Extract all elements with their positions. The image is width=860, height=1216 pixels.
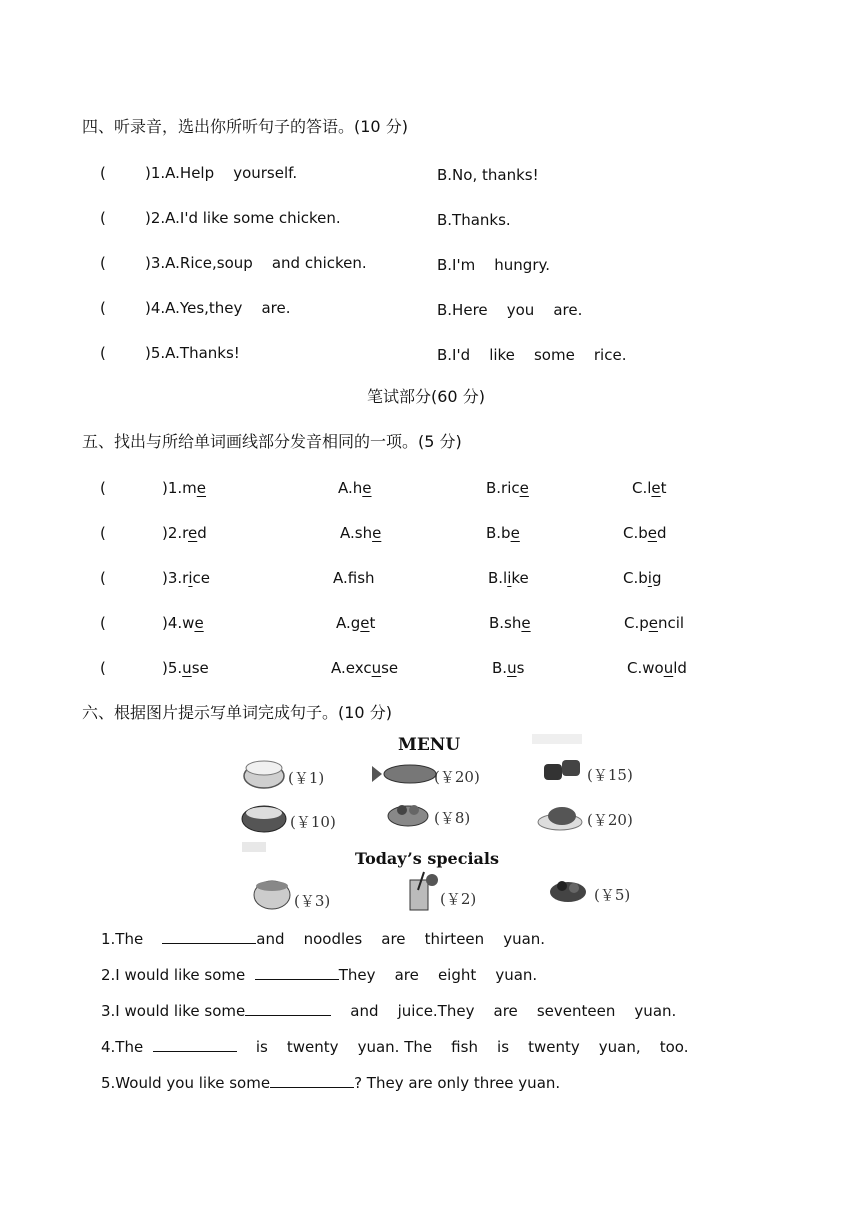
menu-picture <box>232 730 652 920</box>
specials-title: Today’s specials <box>355 849 499 868</box>
fish-icon <box>372 765 436 783</box>
answer-paren[interactable]: ( <box>100 209 106 227</box>
option-c: C.pencil <box>624 614 685 632</box>
price-label: (￥1) <box>288 769 325 787</box>
sentence-2: 2.I would like some They are eight yuan. <box>101 966 538 984</box>
menu-title: MENU <box>398 735 461 755</box>
answer-paren[interactable]: ( <box>100 569 106 587</box>
section-6-title: 六、根据图片提示写单词完成句子。(10 分) <box>82 703 392 722</box>
option-a: A.he <box>338 479 372 497</box>
option-b: B.rice <box>486 479 529 497</box>
price-label: (￥15) <box>587 766 633 784</box>
option-b: B.Thanks. <box>437 211 511 229</box>
blank-field[interactable] <box>270 1073 354 1088</box>
option-c: C.bed <box>623 524 667 542</box>
section-5-title: 五、找出与所给单词画线部分发音相同的一项。(5 分) <box>82 432 462 451</box>
vegetables-icon <box>388 805 428 826</box>
answer-paren[interactable]: ( <box>100 344 106 362</box>
option-a: )1.A.Help yourself. <box>145 164 298 182</box>
option-b: B.be <box>486 524 520 542</box>
option-a: A.get <box>336 614 376 632</box>
price-label: (￥10) <box>290 813 336 831</box>
sentence-4: 4.The is twenty yuan. The fish is twenty yuan, too. <box>101 1038 689 1056</box>
option-a: )2.A.I'd like some chicken. <box>145 209 341 227</box>
option-b: B.I'm hungry. <box>437 256 551 274</box>
option-a: )3.A.Rice,soup and chicken. <box>145 254 367 272</box>
price-label: (￥5) <box>594 886 631 904</box>
option-b: B.No, thanks! <box>437 166 539 184</box>
option-a: A.she <box>340 524 382 542</box>
price-label: (￥3) <box>294 892 331 910</box>
juice-icon <box>410 872 438 910</box>
blank-field[interactable] <box>255 965 339 980</box>
answer-paren[interactable]: ( <box>100 479 106 497</box>
blank-field[interactable] <box>162 929 256 944</box>
option-a: )5.A.Thanks! <box>145 344 240 362</box>
answer-paren[interactable]: ( <box>100 164 106 182</box>
beef-icon <box>544 760 580 780</box>
sentence-5: 5.Would you like some ? They are only three yuan. <box>101 1074 561 1092</box>
option-a: )4.A.Yes,they are. <box>145 299 291 317</box>
given-word: )4.we <box>162 614 204 632</box>
option-b: B.she <box>489 614 531 632</box>
price-label: (￥2) <box>440 890 477 908</box>
option-c: C.big <box>623 569 662 587</box>
section-4-title: 四、听录音，选出你所听句子的答语。(10 分) <box>82 117 408 136</box>
given-word: )3.rice <box>162 569 210 587</box>
noodles-icon <box>254 881 290 909</box>
option-b: B.I'd like some rice. <box>437 346 627 364</box>
option-b: B.like <box>488 569 529 587</box>
option-c: C.let <box>632 479 667 497</box>
option-a: A.fsh <box>333 569 375 587</box>
sentence-1: 1.The and noodles are thirteen yuan. <box>101 930 546 948</box>
rice-bowl-icon <box>244 761 284 788</box>
price-label: (￥20) <box>587 811 633 829</box>
option-b: B.us <box>492 659 525 677</box>
answer-paren[interactable]: ( <box>100 614 106 632</box>
chicken-icon <box>538 807 582 830</box>
answer-paren[interactable]: ( <box>100 659 106 677</box>
option-c: C.would <box>627 659 687 677</box>
answer-paren[interactable]: ( <box>100 254 106 272</box>
option-a: A.excuse <box>331 659 399 677</box>
price-label: (￥8) <box>434 809 471 827</box>
blank-field[interactable] <box>153 1037 237 1052</box>
sentence-3: 3.I would like some and juice.They are seventeen yuan. <box>101 1002 677 1020</box>
option-b: B.Here you are. <box>437 301 583 319</box>
blank-field[interactable] <box>245 1001 331 1016</box>
answer-paren[interactable]: ( <box>100 299 106 317</box>
soup-icon <box>242 806 286 832</box>
given-word: )5.use <box>162 659 209 677</box>
price-label: (￥20) <box>434 768 480 786</box>
answer-paren[interactable]: ( <box>100 524 106 542</box>
given-word: )2.red <box>162 524 207 542</box>
written-part-title: 笔试部分(60 分) <box>367 387 485 406</box>
special-dish-icon <box>550 881 586 902</box>
given-word: )1.me <box>162 479 207 497</box>
